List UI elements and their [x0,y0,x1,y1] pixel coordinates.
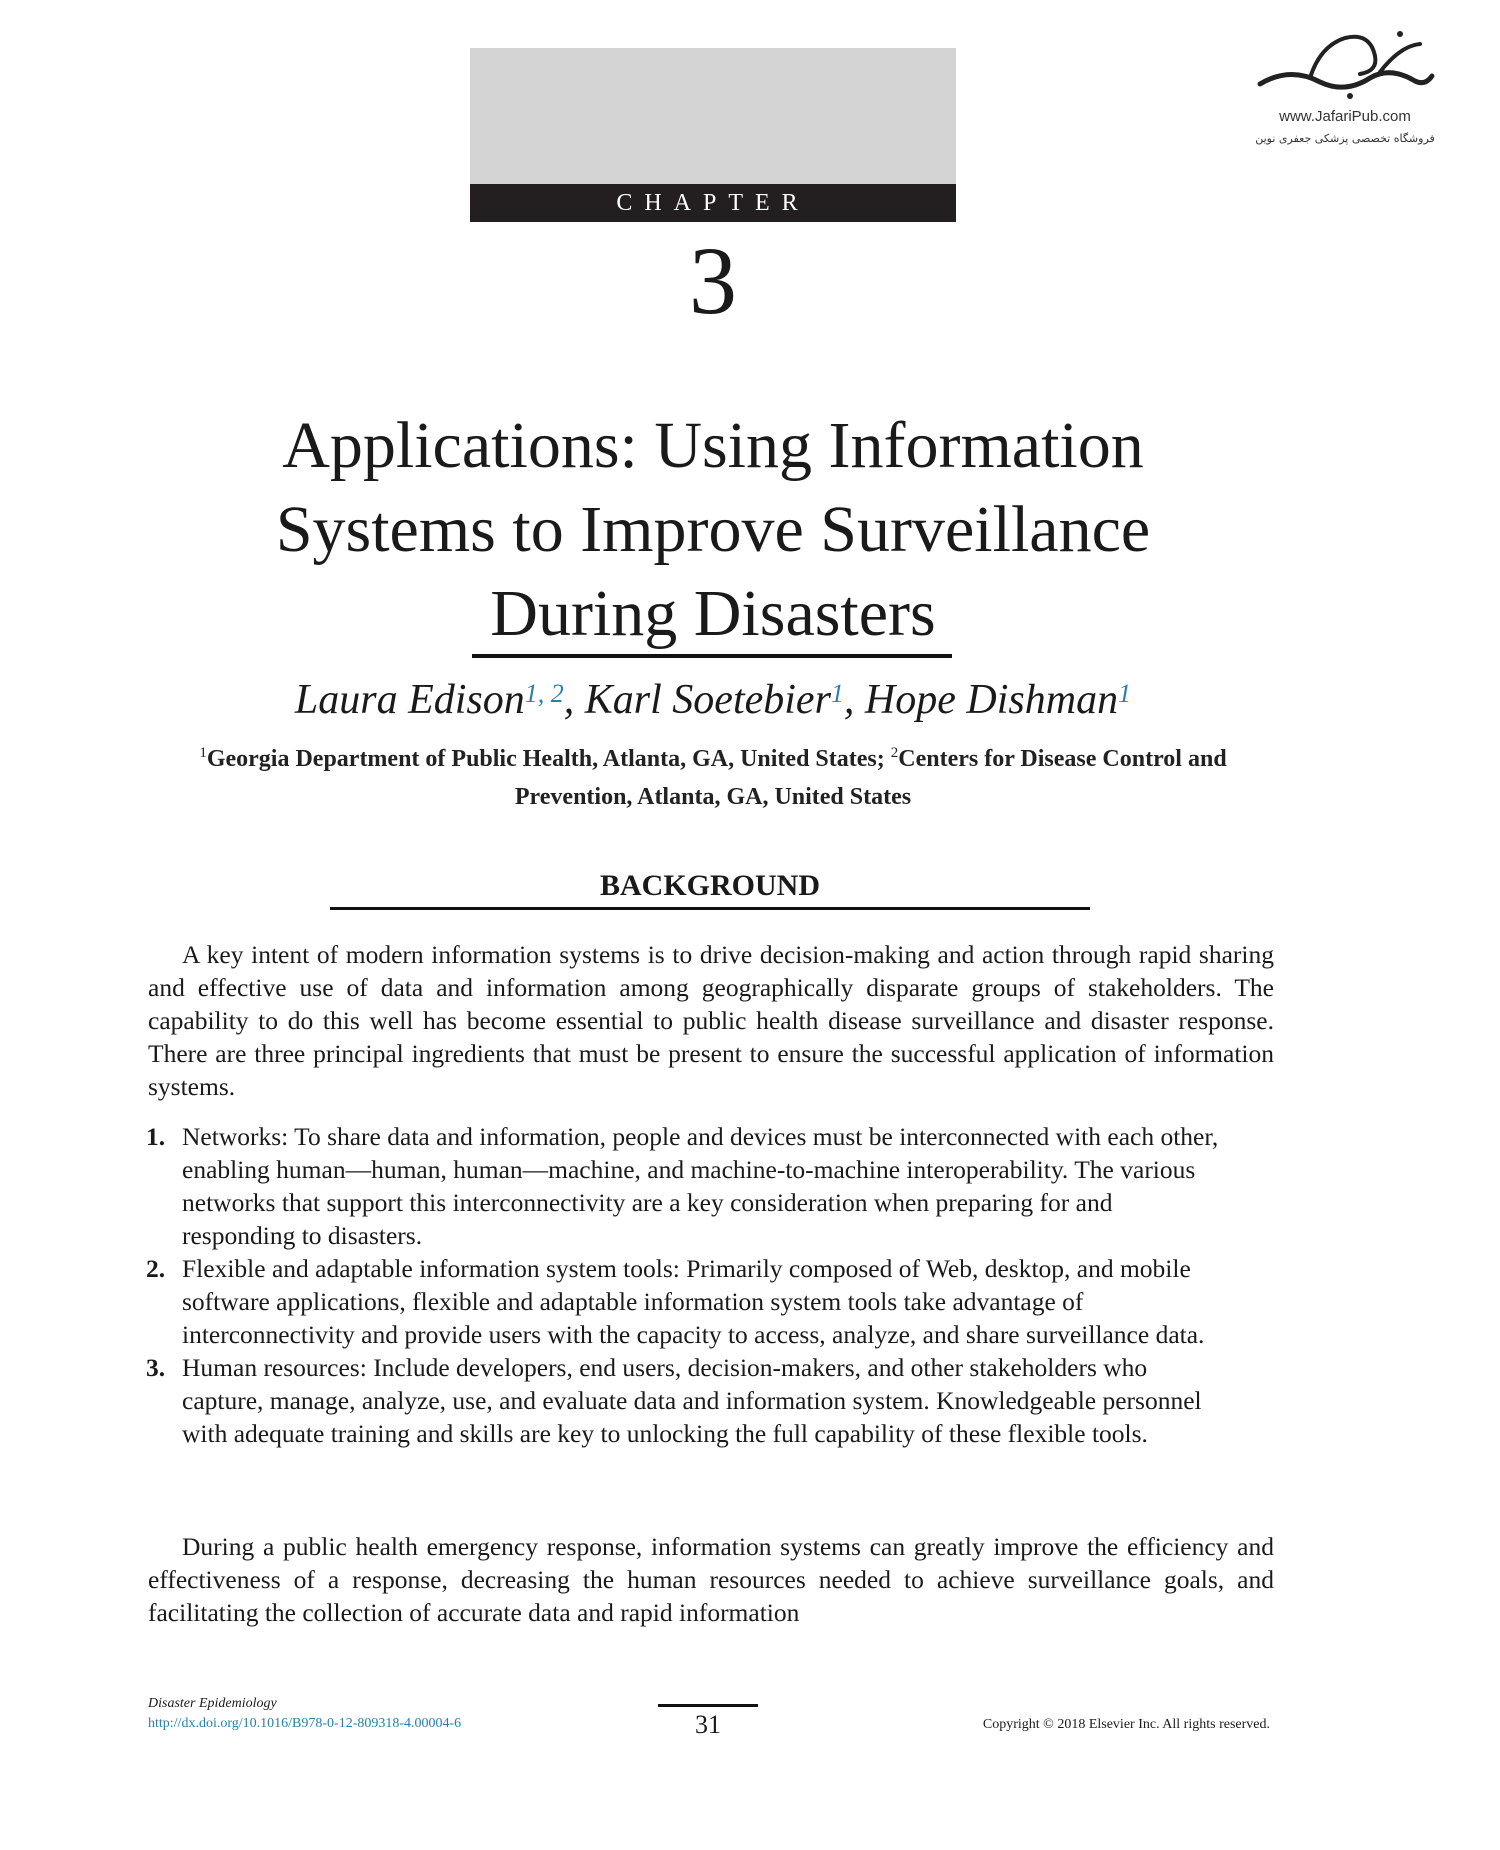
footer-copyright: Copyright © 2018 Elsevier Inc. All rights reserved. [982,1717,1270,1732]
title-line-1: Applications: Using Information [282,409,1144,482]
section-divider [330,907,1090,910]
page-number: 31 [695,1710,721,1739]
list-item [146,1252,1226,1351]
author-name: Karl Soetebier [584,677,831,723]
paragraph: During a public health emergency response, information systems can greatly improve the efficiency and effectiveness of a response, decreasing the human resources needed to achieve surveillance goals, and facilitating the collection of accurate data and rapid information [148,1532,1274,1627]
list-item [146,1351,1226,1450]
logo-url: www.JafariPub.com [1279,108,1411,125]
affiliation-1: Georgia Department of Public Health, Atlanta, GA, United States; [206,746,885,772]
chapter-label: CHAPTER [470,184,956,222]
numbered-list [146,1120,1226,1450]
footer-divider [658,1704,758,1707]
author-affiliation-mark: 1 [830,679,844,708]
author-name: Hope Dishman [864,677,1119,723]
publisher-logo [1240,26,1450,166]
footer-citation [148,1694,461,1734]
list-text: Networks: To share data and information, people and devices must be interconnected with each other, enabling human—human, human—machine, and machine-to-machine interoperability. The various networks that support this interconnectivity are a key consideration when preparing for and responding to disasters. [182,1122,1219,1250]
section-heading: BACKGROUND [599,869,820,902]
title-divider [472,654,952,658]
footer-doi-link[interactable]: http://dx.doi.org/10.1016/B978-0-12-809318-4.00004-6 [148,1716,462,1731]
list-text: Flexible and adaptable information system tools: Primarily composed of Web, desktop, and mobile software applications, flexible and adaptable information system tools take advantage of interconnectivity and provide users with the capacity to access, analyze, and share surveillance data. [182,1254,1205,1349]
title-line-2: Systems to Improve Surveillance [275,493,1151,566]
calligraphy-logo-icon [1250,26,1440,106]
list-text: Human resources: Include developers, end users, decision-makers, and other stakeholders who capture, manage, analyze, use, and evaluate data and information system. Knowledgeable personnel with adequate training and skills are key to unlocking the full capability of these flexible tools. [182,1353,1202,1448]
paragraph: A key intent of modern information systems is to drive decision-making and action through rapid sharing and effective use of data and information among geographically disparate groups of stakeholders. The capability to do this well has become essential to public health disease surveillance and disaster response. There are three principal ingredients that must be present to ensure the successful application of information systems. [148,940,1274,1101]
author-list: Laura Edison$^{1, 2}$, Karl Soetebier$^1$, Hope Dishman$^1$ [294,677,1132,723]
list-number: 2. [146,1254,166,1283]
chapter-header-block [470,48,956,186]
author-affiliation-mark: 1, 2 [524,679,564,708]
title-line-3: During Disasters [490,577,936,650]
list-number: 1. [146,1122,166,1151]
affiliation-2: Centers for Disease Control and Prevention, Atlanta, GA, United States [514,746,1227,810]
list-number: 3. [146,1353,166,1382]
author-name: Laura Edison [294,677,525,723]
chapter-number: 3 [689,227,737,334]
affiliation-mark: 1 [199,745,207,761]
affiliations [150,734,1276,816]
logo-tagline: فروشگاه تخصصی پزشکی جعفری نوین [1255,132,1435,145]
page-title [150,404,1276,656]
list-item [146,1120,1226,1252]
footer-journal: Disaster Epidemiology [148,1696,277,1711]
affiliation-mark: 2 [890,745,899,761]
author-affiliation-mark: 1 [1118,679,1132,708]
